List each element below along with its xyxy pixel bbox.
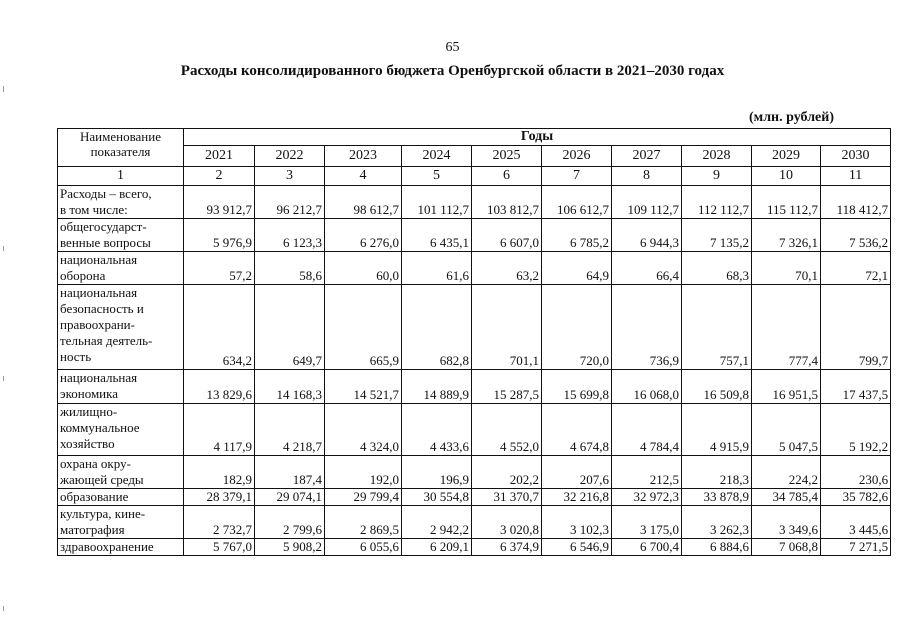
- column-number: 3: [255, 167, 325, 186]
- row-value-2023: 665,9: [325, 285, 402, 370]
- row-value-2027: 66,4: [612, 252, 682, 285]
- row-name: культура, кине- матография: [58, 506, 184, 539]
- scan-edge-mark: [3, 606, 4, 611]
- row-value-2024: 196,9: [402, 456, 472, 489]
- row-value-2029: 7 326,1: [752, 219, 821, 252]
- row-value-2021: 4 117,9: [184, 404, 255, 456]
- row-value-2022: 5 908,2: [255, 539, 325, 556]
- row-value-2022: 96 212,7: [255, 186, 325, 219]
- row-value-2021: 93 912,7: [184, 186, 255, 219]
- row-value-2029: 777,4: [752, 285, 821, 370]
- row-value-2030: 7 536,2: [821, 219, 891, 252]
- table-row: [58, 404, 891, 456]
- row-value-2022: 4 218,7: [255, 404, 325, 456]
- row-value-2028: 33 878,9: [682, 489, 752, 506]
- row-value-2023: 4 324,0: [325, 404, 402, 456]
- row-value-2028: 7 135,2: [682, 219, 752, 252]
- row-value-2028: 68,3: [682, 252, 752, 285]
- year-header-2028: 2028: [682, 146, 752, 167]
- row-value-2029: 70,1: [752, 252, 821, 285]
- row-value-2023: 6 276,0: [325, 219, 402, 252]
- row-value-2029: 7 068,8: [752, 539, 821, 556]
- row-value-2028: 6 884,6: [682, 539, 752, 556]
- row-name: общегосударст- венные вопросы: [58, 219, 184, 252]
- year-header-2024: 2024: [402, 146, 472, 167]
- row-value-2022: 29 074,1: [255, 489, 325, 506]
- table-row: [58, 285, 891, 370]
- row-value-2029: 16 951,5: [752, 370, 821, 404]
- row-value-2025: 3 020,8: [472, 506, 542, 539]
- row-value-2024: 30 554,8: [402, 489, 472, 506]
- row-value-2030: 7 271,5: [821, 539, 891, 556]
- row-value-2028: 757,1: [682, 285, 752, 370]
- row-value-2030: 230,6: [821, 456, 891, 489]
- scan-edge-mark: [3, 246, 4, 251]
- row-value-2029: 115 112,7: [752, 186, 821, 219]
- table-row: [58, 370, 891, 404]
- row-value-2024: 6 209,1: [402, 539, 472, 556]
- row-value-2025: 6 607,0: [472, 219, 542, 252]
- row-value-2027: 6 944,3: [612, 219, 682, 252]
- row-value-2028: 112 112,7: [682, 186, 752, 219]
- row-value-2026: 3 102,3: [542, 506, 612, 539]
- column-number: 1: [58, 167, 184, 186]
- row-value-2021: 57,2: [184, 252, 255, 285]
- years-header: Годы: [184, 129, 891, 146]
- row-value-2025: 701,1: [472, 285, 542, 370]
- row-name: жилищно- коммунальное хозяйство: [58, 404, 184, 456]
- row-value-2025: 63,2: [472, 252, 542, 285]
- row-value-2024: 682,8: [402, 285, 472, 370]
- year-header-2027: 2027: [612, 146, 682, 167]
- year-header-2023: 2023: [325, 146, 402, 167]
- row-value-2027: 6 700,4: [612, 539, 682, 556]
- year-header-2025: 2025: [472, 146, 542, 167]
- row-value-2022: 649,7: [255, 285, 325, 370]
- row-value-2027: 109 112,7: [612, 186, 682, 219]
- row-value-2026: 15 699,8: [542, 370, 612, 404]
- row-value-2023: 192,0: [325, 456, 402, 489]
- column-number-row: [58, 167, 891, 186]
- row-value-2021: 5 767,0: [184, 539, 255, 556]
- row-value-2030: 118 412,7: [821, 186, 891, 219]
- row-value-2029: 3 349,6: [752, 506, 821, 539]
- row-value-2030: 35 782,6: [821, 489, 891, 506]
- year-header-2030: 2030: [821, 146, 891, 167]
- row-value-2024: 61,6: [402, 252, 472, 285]
- scan-edge-mark: [3, 86, 4, 92]
- column-number: 4: [325, 167, 402, 186]
- table-row: [58, 456, 891, 489]
- row-value-2023: 98 612,7: [325, 186, 402, 219]
- row-value-2021: 2 732,7: [184, 506, 255, 539]
- row-value-2030: 3 445,6: [821, 506, 891, 539]
- row-value-2025: 4 552,0: [472, 404, 542, 456]
- row-value-2028: 16 509,8: [682, 370, 752, 404]
- row-value-2030: 72,1: [821, 252, 891, 285]
- row-value-2025: 15 287,5: [472, 370, 542, 404]
- row-value-2021: 634,2: [184, 285, 255, 370]
- row-value-2027: 16 068,0: [612, 370, 682, 404]
- row-value-2022: 6 123,3: [255, 219, 325, 252]
- column-number: 7: [542, 167, 612, 186]
- row-value-2024: 14 889,9: [402, 370, 472, 404]
- row-value-2024: 6 435,1: [402, 219, 472, 252]
- table-row: [58, 506, 891, 539]
- column-number: 9: [682, 167, 752, 186]
- row-value-2026: 6 546,9: [542, 539, 612, 556]
- row-value-2026: 6 785,2: [542, 219, 612, 252]
- indicator-name-header: Наименование показателя: [58, 129, 184, 167]
- table-row: [58, 186, 891, 219]
- row-value-2026: 207,6: [542, 456, 612, 489]
- row-name: национальная оборона: [58, 252, 184, 285]
- row-value-2024: 2 942,2: [402, 506, 472, 539]
- year-header-2029: 2029: [752, 146, 821, 167]
- row-value-2022: 14 168,3: [255, 370, 325, 404]
- row-value-2029: 5 047,5: [752, 404, 821, 456]
- row-value-2027: 4 784,4: [612, 404, 682, 456]
- page-number: 65: [445, 40, 460, 55]
- table-row: [58, 489, 891, 506]
- row-value-2023: 60,0: [325, 252, 402, 285]
- row-value-2027: 736,9: [612, 285, 682, 370]
- document-title: Расходы консолидированного бюджета Оренбургской области в 2021–2030 годах: [180, 63, 725, 79]
- row-value-2026: 64,9: [542, 252, 612, 285]
- row-value-2023: 2 869,5: [325, 506, 402, 539]
- row-value-2023: 29 799,4: [325, 489, 402, 506]
- row-value-2025: 6 374,9: [472, 539, 542, 556]
- scan-edge-mark: [3, 376, 4, 381]
- column-number: 6: [472, 167, 542, 186]
- row-value-2025: 103 812,7: [472, 186, 542, 219]
- table-row: [58, 219, 891, 252]
- row-value-2026: 106 612,7: [542, 186, 612, 219]
- table-row: [58, 252, 891, 285]
- row-value-2022: 58,6: [255, 252, 325, 285]
- row-value-2029: 34 785,4: [752, 489, 821, 506]
- column-number: 8: [612, 167, 682, 186]
- row-value-2029: 224,2: [752, 456, 821, 489]
- column-number: 2: [184, 167, 255, 186]
- row-value-2026: 4 674,8: [542, 404, 612, 456]
- row-value-2030: 17 437,5: [821, 370, 891, 404]
- row-value-2028: 218,3: [682, 456, 752, 489]
- row-value-2026: 32 216,8: [542, 489, 612, 506]
- row-value-2024: 4 433,6: [402, 404, 472, 456]
- year-header-2022: 2022: [255, 146, 325, 167]
- row-value-2028: 3 262,3: [682, 506, 752, 539]
- budget-table: [57, 128, 891, 556]
- row-value-2021: 182,9: [184, 456, 255, 489]
- row-value-2022: 187,4: [255, 456, 325, 489]
- column-number: 11: [821, 167, 891, 186]
- row-value-2022: 2 799,6: [255, 506, 325, 539]
- row-name: Расходы – всего, в том числе:: [58, 186, 184, 219]
- row-value-2027: 3 175,0: [612, 506, 682, 539]
- row-value-2025: 202,2: [472, 456, 542, 489]
- row-name: охрана окру- жающей среды: [58, 456, 184, 489]
- row-name: здравоохранение: [58, 539, 184, 556]
- row-value-2023: 6 055,6: [325, 539, 402, 556]
- row-value-2030: 5 192,2: [821, 404, 891, 456]
- row-value-2027: 212,5: [612, 456, 682, 489]
- row-value-2026: 720,0: [542, 285, 612, 370]
- row-name: национальная безопасность и правоохрани- тельная деятель- ность: [58, 285, 184, 370]
- row-value-2021: 5 976,9: [184, 219, 255, 252]
- units-label: (млн. рублей): [749, 110, 834, 125]
- row-value-2023: 14 521,7: [325, 370, 402, 404]
- row-value-2025: 31 370,7: [472, 489, 542, 506]
- row-value-2024: 101 112,7: [402, 186, 472, 219]
- row-name: образование: [58, 489, 184, 506]
- column-number: 10: [752, 167, 821, 186]
- table-row: [58, 539, 891, 556]
- row-value-2027: 32 972,3: [612, 489, 682, 506]
- row-value-2030: 799,7: [821, 285, 891, 370]
- row-value-2021: 28 379,1: [184, 489, 255, 506]
- year-header-2026: 2026: [542, 146, 612, 167]
- row-value-2021: 13 829,6: [184, 370, 255, 404]
- column-number: 5: [402, 167, 472, 186]
- row-name: национальная экономика: [58, 370, 184, 404]
- row-value-2028: 4 915,9: [682, 404, 752, 456]
- year-header-2021: 2021: [184, 146, 255, 167]
